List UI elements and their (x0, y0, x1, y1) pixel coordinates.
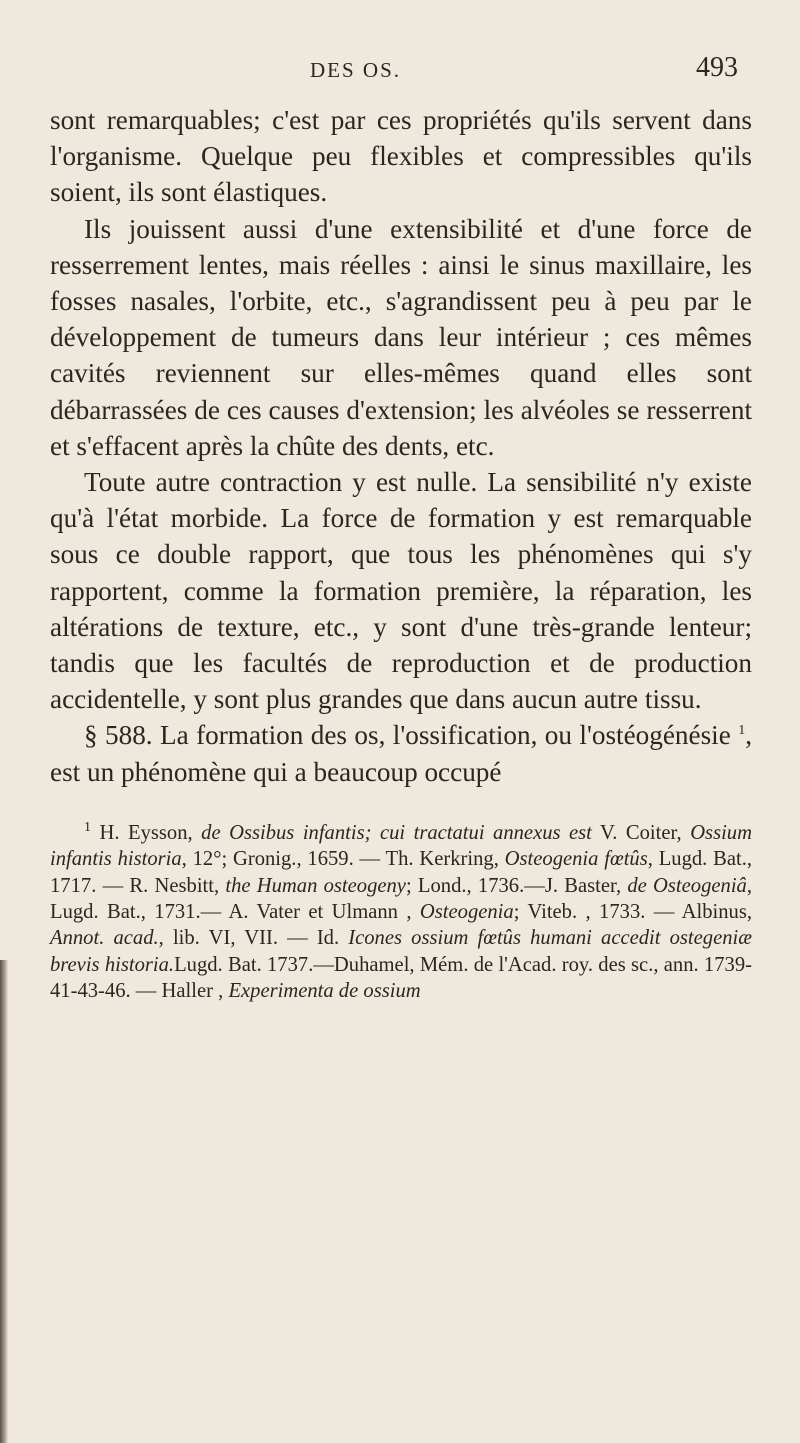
section-paragraph (50, 717, 752, 789)
paragraph: sont remarquables; c'est par ces propriétés qu'ils servent dans l'organisme. Quelque peu flexibles et compressibles qu'ils soient, ils sont élastiques. (50, 105, 752, 208)
footnote-text: , 12°; Gronig., 1659. — Th. Kerkring, (181, 848, 505, 871)
footnote-title: Annot. acad. (50, 927, 159, 950)
footnote-text: , Lugd. Bat., 1731.— A. Vater et Ulmann , (50, 874, 752, 924)
footnote-text: ; Lond., 1736.—J. Baster, (405, 874, 628, 897)
footnote-title: Osteogenia fœtûs (504, 848, 648, 871)
footnote-text: ; Viteb. , 1733. — Albinus, (513, 901, 752, 924)
footnote-text: , Lugd. Bat., 1717. — R. Nesbitt, (50, 848, 753, 897)
footnote-title: de Ossibus infantis; cui tractatui annexus est (201, 821, 592, 844)
section-text: § 588. La formation des os, l'ossification, ou l'ostéogénésie (84, 720, 739, 751)
footnote-title: Ossium infantis historia (50, 821, 752, 871)
footnote-text: V. Coiter, (591, 821, 691, 844)
paragraph: Toute autre contraction y est nulle. La sensibilité n'y existe qu'à l'état morbide. La force de formation y est remarquable sous ce double rapport, que tous les phénomènes qui s'y rapportent, comme la formation première, la réparation, les altérations de texture, etc., y sont d'une très-grande lenteur; tandis que les facultés de reproduction et de production accidentelle, y sont plus grandes que dans aucun autre tissu. (50, 467, 752, 715)
page-number: 493 (696, 52, 738, 83)
footnote-text: H. Eysson, (91, 821, 202, 844)
footnote-title: de Osteogeniâ (627, 874, 747, 897)
body-text (50, 102, 752, 790)
footnote-reference: 1 (738, 723, 746, 739)
footnote-title: Osteogenia (419, 901, 514, 924)
section-text: , est un phénomène qui a beaucoup occupé (50, 720, 752, 787)
footnote (50, 820, 752, 1005)
paragraph: Ils jouissent aussi d'une extensibilité et d'une force de resserrement lentes, mais réelles : ainsi le sinus maxillaire, les fosses nasales, l'orbite, etc., s'agrandissent peu à peu par le développement de tumeurs dans leur intérieur ; ces mêmes cavités reviennent sur elles-mêmes quand elles sont débarrassées de ces causes d'extension; les alvéoles se resserrent et s'effacent après la chûte des dents, etc. (50, 213, 752, 461)
running-head (50, 52, 752, 102)
footnote-title: Icones ossium fœtûs humani accedit ostegeniæ brevis historia. (50, 927, 752, 976)
footnote-title: Experimenta de ossium (228, 980, 421, 1003)
running-title: DES OS. (310, 58, 402, 82)
footnote-mark: 1 (84, 820, 91, 835)
footnote-text: , lib. VI, VII. — Id. (158, 927, 349, 950)
footnote-gap (50, 790, 752, 820)
footnote-text: Lugd. Bat. 1737.—Duhamel, Mém. de l'Acad. roy. des sc., ann. 1739-41-43-46. — Haller , (50, 953, 752, 1003)
page-edge-shadow (0, 960, 8, 1443)
footnote-title: the Human osteogeny (225, 874, 406, 897)
